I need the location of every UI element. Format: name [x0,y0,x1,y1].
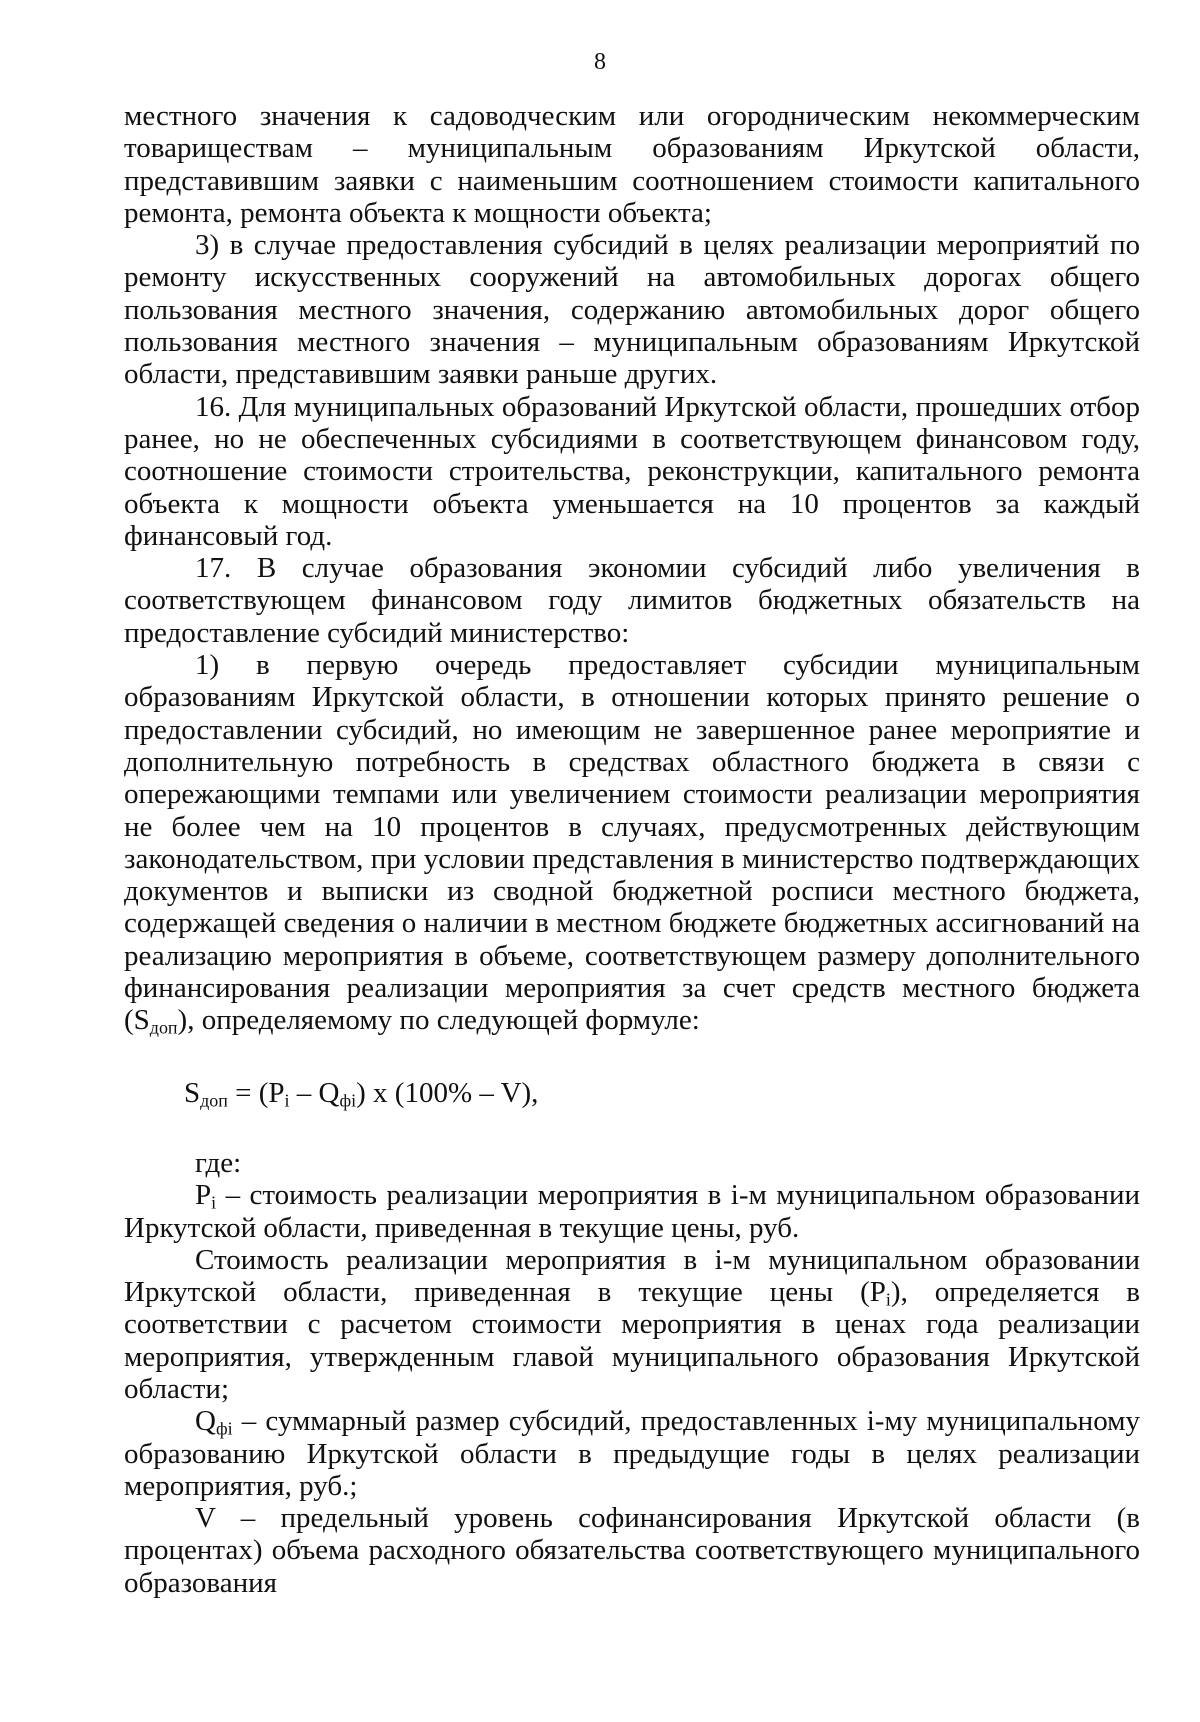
q-symbol: Q [195,1405,216,1438]
formula-end: ) x (100% – V), [356,1076,539,1109]
definition-v: V – предельный уровень софинансирования Иркутской области (в процентах) объема расходного обязательства соответствующего муниципального образования [124,1502,1140,1599]
definition-pi [124,1179,1140,1244]
paragraph-item-1-end: ), определяемому по следующей формуле: [177,1004,700,1037]
cost-text-b: ), определяется в соответствии с расчетом стоимости мероприятия в ценах года реализации мероприятия, утвержденным главой муниципального образования Иркутской области; [124,1276,1140,1405]
document-body [124,100,1140,1599]
page-number: 8 [594,49,606,75]
formula-q-sub: фi [339,1090,357,1111]
formula-minus: – Q [289,1076,340,1109]
paragraph-item-1 [124,649,1140,1037]
where-label: где: [195,1146,242,1179]
paragraph-16: 16. Для муниципальных образований Иркутской области, прошедших отбор ранее, но не обеспеченных субсидиями в соответствующем финансовом году, соотношение стоимости строительства, реконструкции, капитального ремонта объекта к мощности объекта уменьшается на 10 процентов за каждый финансовый год. [124,390,1140,552]
pi-subscript: i [211,1192,217,1213]
definition-cost [124,1244,1140,1405]
pi-definition-text: – стоимость реализации мероприятия в i-м муниципальном образовании Иркутской области, приведенная в текущие цены, руб. [124,1179,1140,1244]
paragraph-item-1-text: 1) в первую очередь предоставляет субсидии муниципальным образованиям Иркутской области, в отношении которых принято решение о предоставлении субсидий, но имеющим не завершенное ранее мероприятие и дополнительную потребность в средствах областного бюджета в связи с опережающими темпами или увеличением стоимости реализации мероприятия не более чем на 10 процентов в случаях, предусмотренных действующим законодательством, при условии представления в министерство подтверждающих документов и выписки из сводной бюджетной росписи местного бюджета, содержащей сведения о наличии в местном бюджете бюджетных ассигнований на реализацию мероприятия в объеме, соответствующем размеру дополнительного финансирования реализации мероприятия за счет средств местного бюджета (S [124,649,1140,1037]
paragraph-item-3: 3) в случае предоставления субсидий в целях реализации мероприятий по ремонту искусственных сооружений на автомобильных дорогах общего пользования местного значения, содержанию автомобильных дорог общего пользования местного значения – муниципальным образованиям Иркутской области, представившим заявки раньше других. [124,229,1140,391]
paragraph-continuation: местного значения к садоводческим или огородническим некоммерческим товариществам – муниципальным образованиям Иркутской области, представившим заявки с наименьшим соотношением стоимости капитального ремонта, ремонта объекта к мощности объекта; [124,100,1140,229]
definition-q [124,1405,1140,1502]
paragraph-17: 17. В случае образования экономии субсидий либо увеличения в соответствующем финансовом году лимитов бюджетных обязательств на предоставление субсидий министерство: [124,552,1140,649]
formula [124,1077,1140,1109]
formula-s-sub: доп [200,1090,228,1111]
formula-p-sub: i [284,1090,290,1111]
formula-s: S [184,1076,201,1109]
q-definition-text: – суммарный размер субсидий, предоставленных i-му муниципальному образованию Иркутской области в предыдущие годы в целях реализации мероприятия, руб.; [124,1405,1140,1502]
subscript-dop: доп [149,1017,178,1038]
pi-symbol: P [195,1179,212,1212]
cost-text-a: Стоимость реализации мероприятия в i-м муниципальном образовании Иркутской области, приведенная в текущие цены (P [124,1243,1140,1309]
q-subscript: фi [215,1418,233,1439]
cost-subscript: i [885,1289,891,1310]
formula-mid: = (P [227,1076,285,1109]
